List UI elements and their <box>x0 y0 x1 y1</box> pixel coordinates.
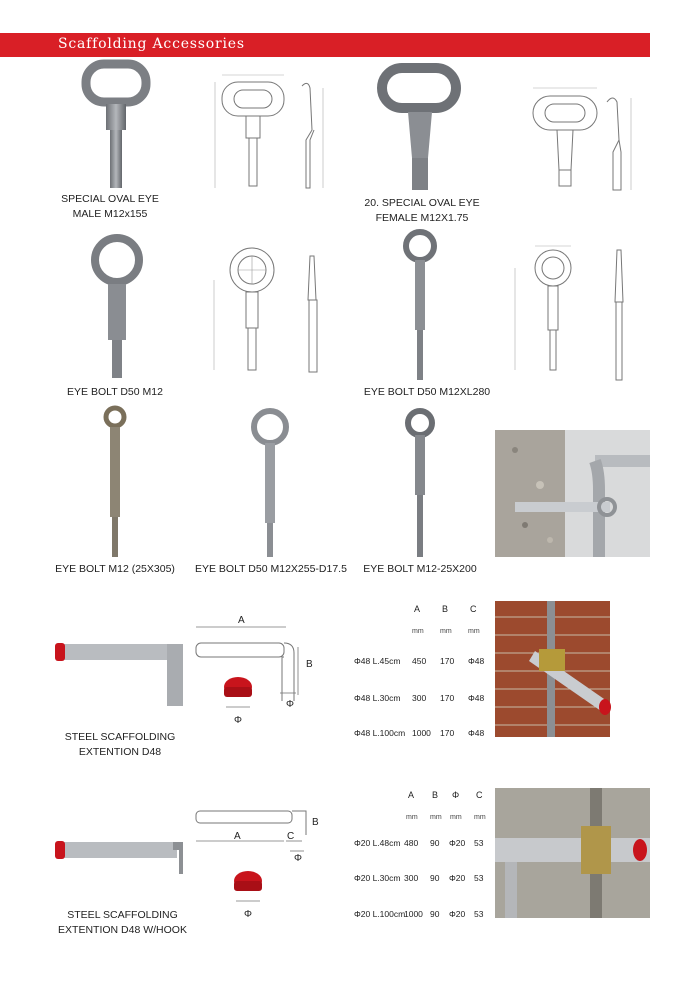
oval-eye-male-photo <box>70 60 160 190</box>
caption-line: EYE BOLT M12-25X200 <box>363 563 477 575</box>
table-cell: 170 <box>440 656 455 666</box>
table-header: A <box>414 604 421 614</box>
caption-oval-eye-female <box>362 196 482 226</box>
eye-bolt-d50-m12x255-photo <box>245 405 295 560</box>
extention-d48-drawing <box>190 615 330 735</box>
dim-b-label: B <box>306 659 313 670</box>
eye-bolt-installed-photo <box>495 430 650 557</box>
table-header: B <box>432 790 439 800</box>
dim-b-label: B <box>312 817 319 828</box>
page-title: Scaffolding Accessories <box>58 36 245 52</box>
table-cell: 53 <box>474 838 484 848</box>
eye-bolt-d50-m12xl280-drawing <box>505 238 645 388</box>
dim-phi-label: Φ <box>286 699 294 710</box>
dim-a-label: A <box>238 615 245 626</box>
caption-extention-d48-hook <box>55 908 190 938</box>
caption-line: 20. SPECIAL OVAL EYE <box>364 197 480 209</box>
caption-line: EYE BOLT D50 M12 <box>67 386 163 398</box>
eye-bolt-d50-m12xl280-photo <box>395 228 445 383</box>
caption-line: MALE M12x155 <box>72 208 148 220</box>
table-cell: Φ48 L.45cm <box>354 656 401 666</box>
table-cell: Φ20 L.100cm <box>354 909 406 919</box>
table-cell: 170 <box>440 693 455 703</box>
caption-line: FEMALE M12X1.75 <box>375 212 469 224</box>
table-cell: Φ48 <box>468 693 485 703</box>
eye-bolt-d50-m12-drawing <box>210 240 340 380</box>
table-cell: Φ48 <box>468 728 485 738</box>
table-unit: mm <box>412 628 424 635</box>
caption-eye-bolt-m12-25x305 <box>55 562 175 577</box>
caption-oval-eye-male <box>60 192 160 222</box>
table-unit: mm <box>474 814 486 821</box>
oval-eye-female-photo <box>370 62 470 197</box>
table-header: Φ <box>452 790 460 800</box>
table-unit: mm <box>450 814 462 821</box>
dim-phi-label: Φ <box>234 715 242 726</box>
oval-eye-female-drawing <box>515 80 645 200</box>
table-unit: mm <box>430 814 442 821</box>
table-cell: Φ20 <box>449 909 466 919</box>
table-cell: 53 <box>474 909 484 919</box>
table-cell: Φ48 <box>468 656 485 666</box>
table-cell: 480 <box>404 838 419 848</box>
table-header: C <box>470 604 477 614</box>
table-cell: Φ48 L.100cm <box>354 728 406 738</box>
caption-line: SPECIAL OVAL EYE <box>61 193 159 205</box>
steel-extention-d48-photo <box>55 620 195 710</box>
table-cell: 1000 <box>404 909 423 919</box>
table-cell: 53 <box>474 873 484 883</box>
caption-line: EYE BOLT D50 M12X255-D17.5 <box>195 563 347 575</box>
caption-eye-bolt-d50-m12xl280 <box>362 385 492 400</box>
table-cell: 90 <box>430 909 440 919</box>
dim-c-label: C <box>287 831 295 842</box>
steel-extention-d48-hook-photo <box>55 820 195 880</box>
table-cell: 300 <box>412 693 427 703</box>
eye-bolt-d50-m12-photo <box>80 232 155 382</box>
extention-hook-installed-photo <box>495 788 650 918</box>
table-cell: 300 <box>404 873 419 883</box>
table-cell: 450 <box>412 656 427 666</box>
caption-eye-bolt-d50-m12x255 <box>195 562 345 577</box>
table-unit: mm <box>468 628 480 635</box>
photo-illustration <box>495 601 610 737</box>
table-header: A <box>408 790 415 800</box>
caption-line: EXTENTION D48 <box>78 746 162 758</box>
caption-line: STEEL SCAFFOLDING <box>67 909 178 921</box>
section-banner <box>0 33 650 57</box>
oval-eye-male-drawing <box>210 70 340 200</box>
caption-line: EYE BOLT M12 (25X305) <box>55 563 175 575</box>
table-header: B <box>442 604 449 614</box>
eye-bolt-m12-25x200-photo <box>400 405 440 560</box>
table-cell: Φ20 L.48cm <box>354 838 401 848</box>
table-cell: Φ20 <box>449 873 466 883</box>
dim-phi-label: Φ <box>244 909 252 920</box>
table-cell: Φ20 L.30cm <box>354 873 401 883</box>
dim-a-label: A <box>234 831 241 842</box>
table-cell: 1000 <box>412 728 431 738</box>
table-cell: 90 <box>430 873 440 883</box>
caption-eye-bolt-d50-m12 <box>60 385 170 400</box>
table-cell: 90 <box>430 838 440 848</box>
dimensions-table-d48-hook <box>350 788 490 928</box>
photo-illustration <box>495 788 650 918</box>
caption-eye-bolt-m12-25x200 <box>360 562 480 577</box>
caption-extention-d48 <box>60 730 180 760</box>
table-unit: mm <box>406 814 418 821</box>
dimensions-table-d48 <box>350 600 490 740</box>
table-cell: Φ20 <box>449 838 466 848</box>
dim-phi-label: Φ <box>294 853 302 864</box>
table-cell: Φ48 L.30cm <box>354 693 401 703</box>
table-unit: mm <box>440 628 452 635</box>
table-header: C <box>476 790 483 800</box>
photo-illustration <box>495 430 650 557</box>
eye-bolt-m12-25x305-photo <box>95 405 135 560</box>
extention-installed-brick-photo <box>495 601 610 737</box>
extention-d48-hook-drawing <box>190 805 330 925</box>
caption-line: EXTENTION D48 W/HOOK <box>58 924 187 936</box>
caption-line: EYE BOLT D50 M12XL280 <box>363 386 491 398</box>
caption-line: STEEL SCAFFOLDING <box>64 731 176 743</box>
table-cell: 170 <box>440 728 455 738</box>
